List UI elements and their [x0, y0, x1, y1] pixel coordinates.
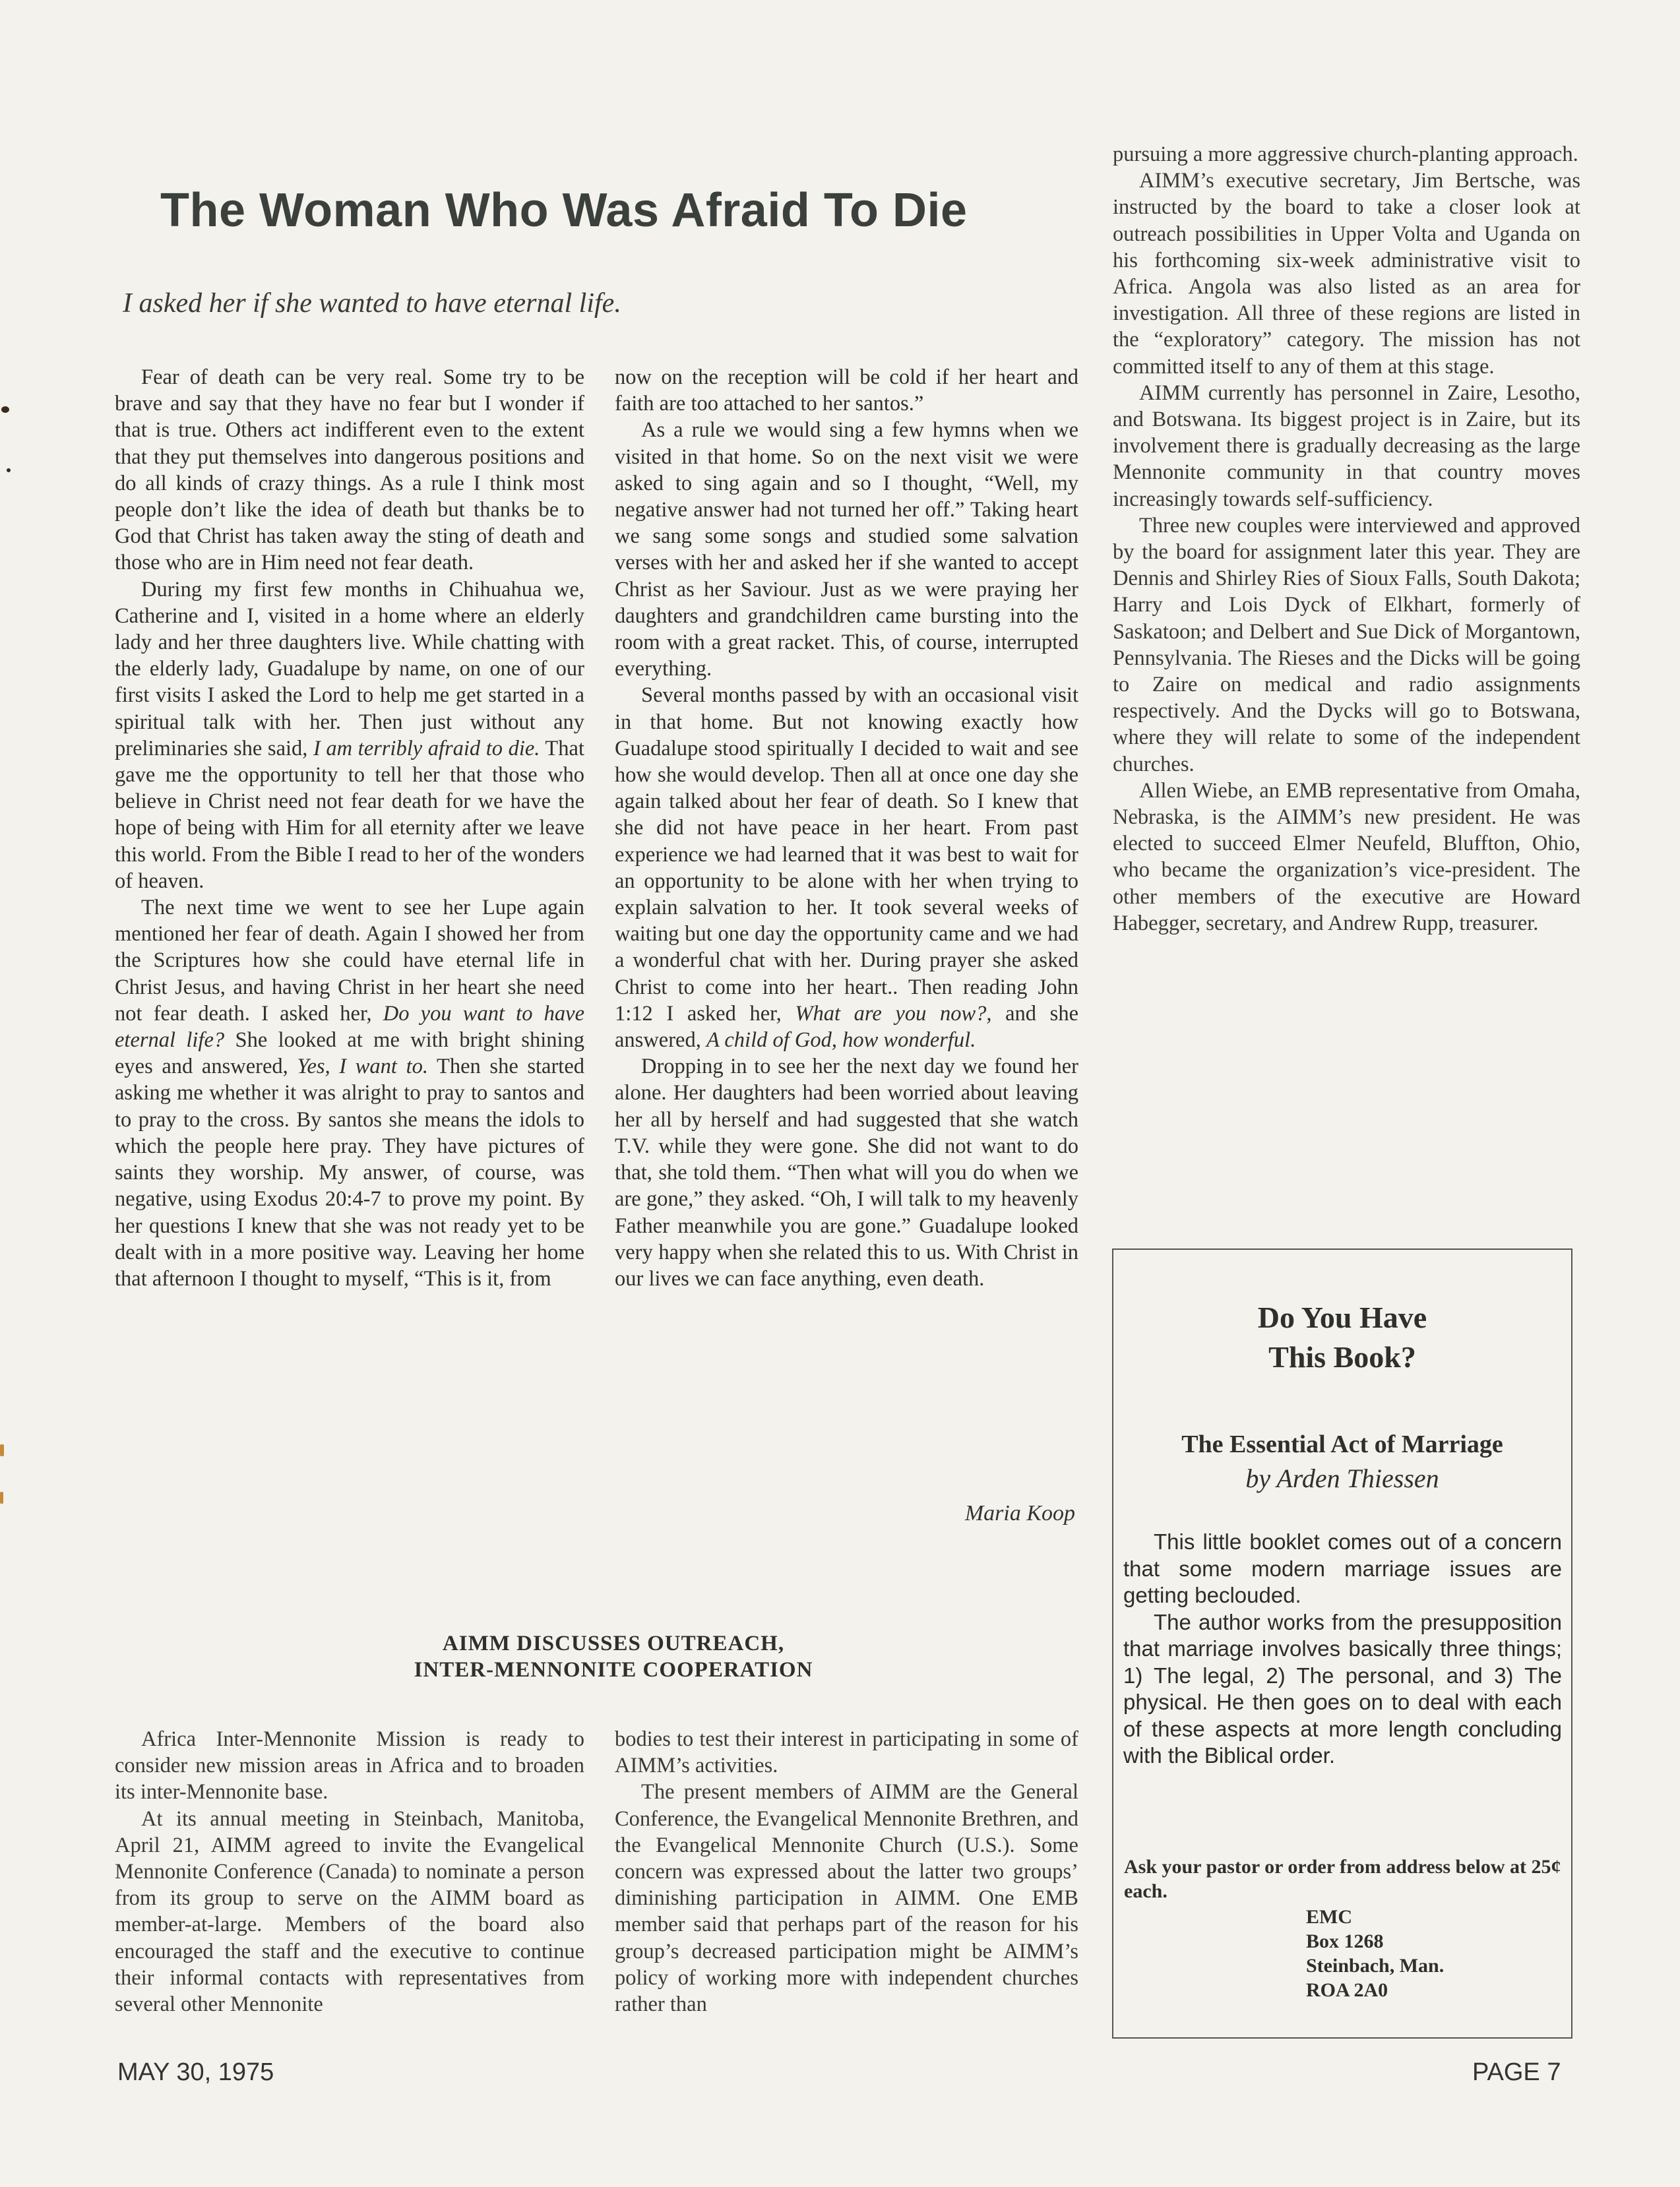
article-paragraph: Dropping in to see her the next day we found her alone. Her daughters had been worried about leaving her all by herself and had suggested that she watch T.V. while they were gone. She did not want to do that, she told them. “Then what will you do when we are gone,” they asked. “Oh, I will talk to my heavenly Father meanwhile you are gone.” Guadalupe looked very happy when she related this to us. With Christ in our lives we can face anything, even death. — [615, 1055, 1078, 1291]
book-title: The Essential Act of Marriage — [1181, 1431, 1503, 1458]
news-paragraph: bodies to test their interest in participating in some of AIMM’s activities. — [615, 1727, 1078, 1778]
article-subtitle: I asked her if she wanted to have eternal life. — [123, 288, 621, 319]
quote-italic: Do you want to have eternal life? — [115, 1001, 585, 1053]
news-heading-line: AIMM DISCUSSES OUTREACH, — [442, 1632, 785, 1655]
ad-paragraph: The author works from the presupposition that marriage involves basically three things; 1) The legal, 2) The personal, and 3) The physical. He then goes on to deal with each of these aspects at more length concluding with the Biblical order. — [1123, 1609, 1562, 1768]
quote-italic: Yes, I want to. — [297, 1055, 428, 1079]
article-paragraph: As a rule we would sing a few hymns when we visited in that home. So on the next visit we were asked to sing again and so I thought, “Well, my negative answer had not turned her off.” Taking heart we sang some songs and studied some salvation verses with her and asked her if she wanted to accept Christ as her Saviour. Just as we were praying her daughters and grandchildren came bursting into the room with a great racket. This, of course, interrupted everything. — [615, 418, 1078, 681]
news-paragraph: Three new couples were interviewed and approved by the board for assignment later this year. They are Dennis and Shirley Ries of Sioux Falls, South Dakota; Harry and Lois Dyck of Elkhart, formerly of Saskatoon; and Delbert and Sue Dick of Morgantown, Pennsylvania. The Rieses and the Dicks will be going to Zaire on medical and radio assignments respectively. And the Dycks will go to Botswana, where they will relate to some of the independent churches. — [1113, 513, 1580, 776]
address-line: ROA 2A0 — [1306, 1979, 1388, 2001]
text-run: The next time we went to see her Lupe again mentioned her fear of death. Again I showed her from the Scriptures how she could have eternal life in Christ Jesus, and having Christ in her heart she need not fear death. I asked her, — [115, 896, 584, 1026]
quote-italic: What are you now?, — [795, 1001, 992, 1026]
ad-paragraph: This little booklet comes out of a concern that some modern marriage issues are getting beclouded. — [1123, 1529, 1562, 1607]
ad-title — [1112, 1298, 1572, 1377]
ad-title-line: This Book? — [1268, 1340, 1416, 1374]
news-paragraph: At its annual meeting in Steinbach, Manitoba, April 21, AIMM agreed to invite the Evangelical Mennonite Conference (Canada) to nominate a person from its group to serve on the AIMM board as member-at-large. Members of the board also encouraged the staff and the executive to continue their informal contacts with representatives from several other Mennonite — [115, 1806, 584, 2017]
address-line: Box 1268 — [1306, 1930, 1384, 1952]
text-run: That gave me the opportunity to tell her that those who believe in Christ need not fear death for we have the hope of being with Him for all eternity after we leave this world. From the Bible I read to her of the wonders of heaven. — [115, 736, 584, 893]
scan-speck — [1, 406, 9, 413]
news-paragraph: pursuing a more aggressive church-planting approach. — [1113, 142, 1578, 166]
order-instructions: Ask your pastor or order from address below at 25¢ each. — [1124, 1856, 1561, 1902]
order-address — [1306, 1905, 1537, 2002]
article-paragraph — [115, 894, 584, 1292]
text-run: Several months passed by with an occasional visit in that home. But not knowing exactly how Guadalupe stood spiritually I decided to wait and see how she would develop. Then all at once one day she again talked about her fear of death. So I knew that she did not have peace in her heart. From past experience we had learned that it was best to wait for an opportunity to be alone with her when trying to explain salvation to her. It took several weeks of waiting but one day the opportunity came and we had a wonderful chat with her. During prayer she asked Christ to come into her heart.. Then reading John 1:12 I asked her, — [615, 683, 1078, 1026]
news-heading — [251, 1630, 976, 1683]
issue-date: MAY 30, 1975 — [117, 2058, 274, 2086]
news-column-3 — [1113, 141, 1580, 937]
text-run: She looked at me with bright shining eyes and answered, — [115, 1028, 585, 1079]
scan-speck — [7, 468, 11, 472]
quote-italic: A child of God, how wonderful. — [706, 1028, 976, 1053]
news-paragraph: The present members of AIMM are the General Conference, the Evangelical Mennonite Brethren, and the Evangelical Mennonite Church (U.S.). Some concern was expressed about the latter two groups’ diminishing participation in AIMM. One EMB member said that perhaps part of the reason for his group’s decreased participation might be AIMM’s policy of working more with independent churches rather than — [615, 1780, 1078, 2017]
address-line: EMC — [1306, 1906, 1352, 1928]
address-line: Steinbach, Man. — [1306, 1955, 1445, 1977]
news-heading-line: INTER-MENNONITE COOPERATION — [414, 1658, 813, 1682]
article-paragraph: Fear of death can be very real. Some try to be brave and say that they have no fear but I wonder if that is true. Others act indifferent even to the extent that they put themselves into dangerous positions and do all kinds of crazy things. As a rule I think most people don’t like the idea of death but thanks be to God that Christ has taken away the sting of death and those who are in Him need not fear death. — [115, 365, 584, 575]
text-run: Then she started asking me whether it was alright to pray to santos and to pray to the cross. By santos she means the idols to which the people here pray. They have pictures of saints they worship. My answer, of course, was negative, using Exodus 20:4-7 to prove my point. By her questions I knew that she was not ready yet to be dealt with in a more positive way. Leaving her home that afternoon I thought to myself, “This is it, from — [115, 1055, 584, 1291]
page-number: PAGE 7 — [1472, 2058, 1561, 2086]
ad-description — [1123, 1529, 1562, 1770]
text-run: and she answered, — [615, 1001, 1078, 1053]
news-column-1 — [115, 1726, 584, 2018]
news-paragraph: Allen Wiebe, an EMB representative from Omaha, Nebraska, is the AIMM’s new president. He was elected to succeed Elmer Neufeld, Bluffton, Ohio, who became the organization’s vice-president. The other members of the executive are Howard Habegger, secretary, and Andrew Rupp, treasurer. — [1113, 778, 1580, 935]
text-run: During my first few months in Chihuahua we, Catherine and I, visited in a home where an elderly lady and her three daughters live. While chatting with the elderly lady, Guadalupe by name, on one of our first visits I asked the Lord to help me get started in a spiritual talk with her. Then just without any preliminaries she said, — [115, 577, 584, 760]
article-author: Maria Koop — [964, 1501, 1075, 1525]
news-paragraph: AIMM’s executive secretary, Jim Bertsche, was instructed by the board to take a closer look at outreach possibilities in Upper Volta and Uganda on his forthcoming six-week administrative visit to Africa. Angola was also listed as an area for investigation. All three of these regions are listed in the “exploratory” category. The mission has not committed itself to any of them at this stage. — [1113, 169, 1580, 379]
article-paragraph — [115, 576, 584, 894]
news-paragraph: Africa Inter-Mennonite Mission is ready to consider new mission areas in Africa and to broaden its inter-Mennonite base. — [115, 1727, 584, 1804]
article-paragraph: now on the reception will be cold if her heart and faith are too attached to her santos.” — [615, 365, 1078, 416]
ad-title-line: Do You Have — [1257, 1301, 1427, 1334]
news-paragraph: AIMM currently has personnel in Zaire, Lesotho, and Botswana. Its biggest project is in Zaire, but its involvement there is gradually decreasing as the large Mennonite community in that country moves increasingly towards self-sufficiency. — [1113, 381, 1580, 511]
book-author: by Arden Thiessen — [1245, 1463, 1439, 1493]
article-paragraph — [615, 682, 1078, 1053]
scan-speck — [0, 1444, 4, 1456]
article-column-2 — [615, 364, 1078, 1292]
article-column-1 — [115, 364, 584, 1292]
quote-italic: I am terribly afraid to die. — [313, 736, 540, 760]
news-column-2 — [615, 1726, 1078, 2018]
scan-speck — [0, 1492, 3, 1504]
article-title: The Woman Who Was Afraid To Die — [160, 184, 968, 237]
